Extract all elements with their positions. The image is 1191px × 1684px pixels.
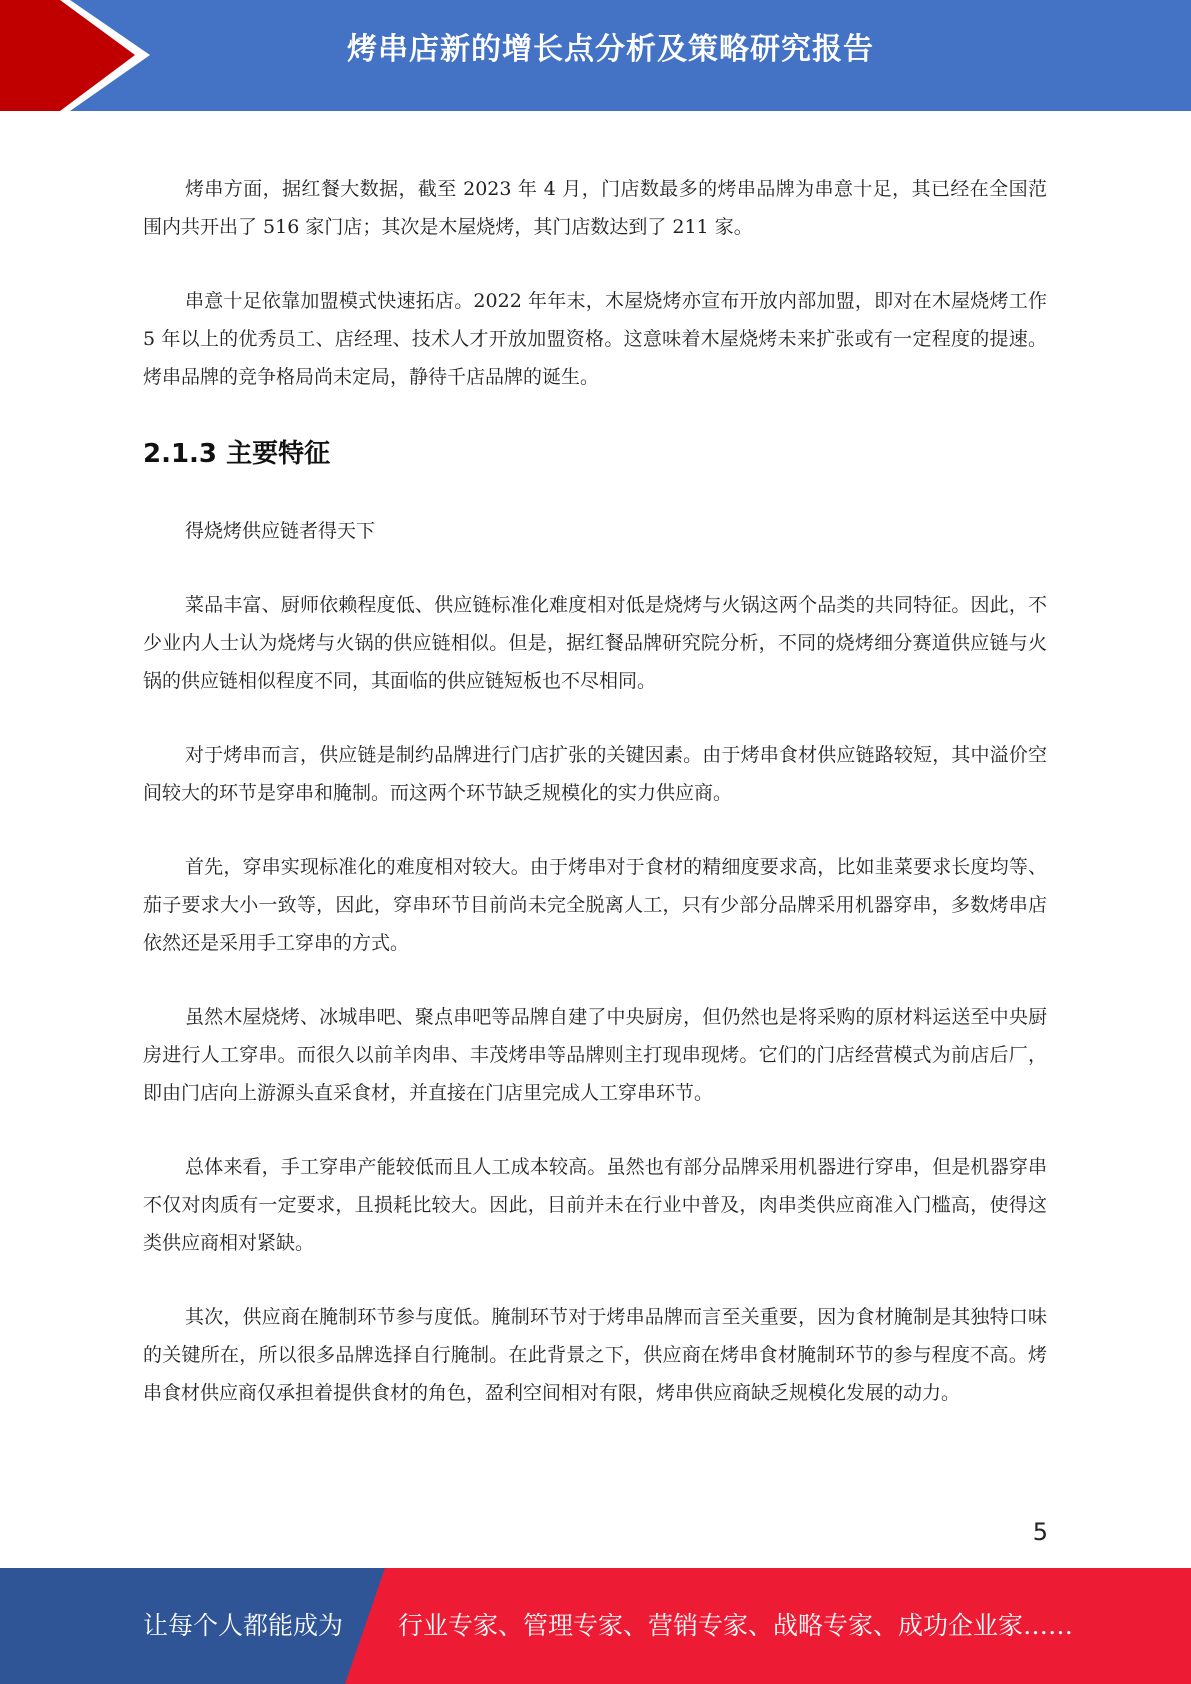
page-number: 5 [1032, 1518, 1048, 1546]
page-header [0, 0, 1191, 111]
paragraph: 烤串方面，据红餐大数据，截至 2023 年 4 月，门店数最多的烤串品牌为串意十足，其已经在全国范围内共开出了 516 家门店；其次是木屋烧烤，其门店数达到了 211 家。 [143, 178, 1047, 238]
footer-slogan-left: 让每个人都能成为 [143, 1611, 344, 1640]
paragraph: 首先，穿串实现标准化的难度相对较大。由于烤串对于食材的精细度要求高，比如韭菜要求长度均等、茄子要求大小一致等，因此，穿串环节目前尚未完全脱离人工，只有少部分品牌采用机器穿串，多数烤串店依然还是采用手工穿串的方式。 [143, 856, 1047, 954]
paragraph: 其次，供应商在腌制环节参与度低。腌制环节对于烤串品牌而言至关重要，因为食材腌制是其独特口味的关键所在，所以很多品牌选择自行腌制。在此背景之下，供应商在烤串食材腌制环节的参与程度不高。烤串食材供应商仅承担着提供食材的角色，盈利空间相对有限，烤串供应商缺乏规模化发展的动力。 [143, 1306, 1047, 1404]
document-body [143, 170, 1047, 1448]
paragraph: 对于烤串而言，供应链是制约品牌进行门店扩张的关键因素。由于烤串食材供应链路较短，其中溢价空间较大的环节是穿串和腌制。而这两个环节缺乏规模化的实力供应商。 [143, 744, 1047, 804]
footer-slogan-right: 行业专家、管理专家、营销专家、战略专家、成功企业家…… [398, 1611, 1074, 1640]
page-footer [0, 1568, 1191, 1684]
paragraph: 虽然木屋烧烤、冰城串吧、聚点串吧等品牌自建了中央厨房，但仍然也是将采购的原材料运送至中央厨房进行人工穿串。而很久以前羊肉串、丰茂烤串等品牌则主打现串现烤。它们的门店经营模式为前店后厂，即由门店向上游源头直采食材，并直接在门店里完成人工穿串环节。 [143, 1006, 1047, 1104]
paragraph: 串意十足依靠加盟模式快速拓店。2022 年年末，木屋烧烤亦宣布开放内部加盟，即对在木屋烧烤工作 5 年以上的优秀员工、店经理、技术人才开放加盟资格。这意味着木屋烧烤未来扩张或有一定程度的提速。烤串品牌的竞争格局尚未定局，静待千店品牌的诞生。 [143, 290, 1047, 388]
paragraph: 得烧烤供应链者得天下 [185, 520, 376, 542]
paragraph: 总体来看，手工穿串产能较低而且人工成本较高。虽然也有部分品牌采用机器进行穿串，但是机器穿串不仅对肉质有一定要求，且损耗比较大。因此，目前并未在行业中普及，肉串类供应商准入门槛高，使得这类供应商相对紧缺。 [143, 1156, 1047, 1254]
report-title: 烤串店新的增长点分析及策略研究报告 [347, 32, 874, 67]
section-heading: 2.1.3 主要特征 [143, 439, 331, 469]
paragraph: 菜品丰富、厨师依赖程度低、供应链标准化难度相对低是烧烤与火锅这两个品类的共同特征。因此，不少业内人士认为烧烤与火锅的供应链相似。但是，据红餐品牌研究院分析，不同的烧烤细分赛道供应链与火锅的供应链相似程度不同，其面临的供应链短板也不尽相同。 [143, 594, 1047, 692]
